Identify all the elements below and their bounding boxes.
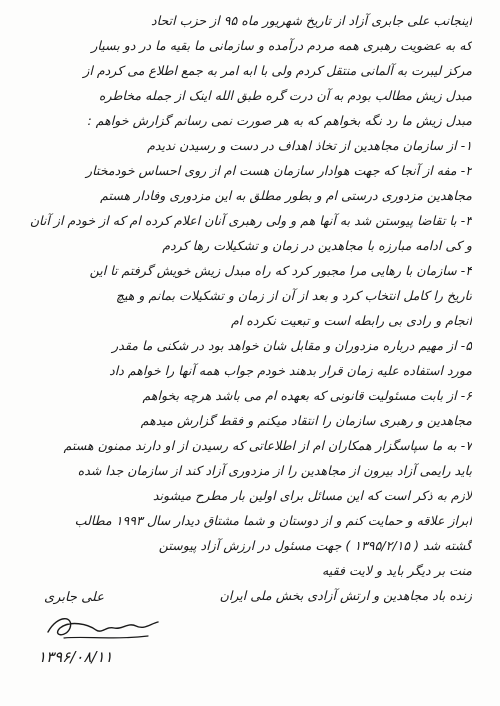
signature-block — [30, 584, 210, 694]
letter-line-4: مبدل زیش مطالب بودم به آن درت گره طبق الله اینک از جمله مخاطره — [98, 88, 472, 103]
letter-line-6: ۱- از سازمان مجاهدین از تخاذ اهداف در دست و رسیدن ندیدم — [147, 138, 472, 153]
letter-line-17: مجاهدین و رهبری سازمان را انتقاد میکنم و فقط گزارش میدهم — [140, 413, 472, 428]
letter-line-3: مرکز لیبرت به آلمانی منتقل کردم ولی با ابه امر به جمع اطلاع می کردم از — [83, 63, 472, 78]
letter-line-22: گشته شد ( ۱۳۹۵/۲/۱۵ ) جهت مسئول در ارزش آزاد پیوستن — [158, 538, 472, 553]
letter-body — [20, 8, 472, 608]
letter-line-1: اینجانب علی جابری آزاد از تاریخ شهریور ماه ۹۵ از حزب اتحاد — [151, 13, 472, 28]
signer-name: علی جابری — [44, 590, 104, 605]
letter-line-19: باید رایمی آزاد بیرون از مجاهدین را از مزدوری آزاد کند از سازمان جدا شده — [77, 463, 472, 478]
letter-line-16: ۶- از بابت مسئولیت قانونی که بعهده ام می باشد هرچه بخواهم — [142, 388, 472, 403]
letter-line-12: تاریخ را کامل انتخاب کرد و بعد از آن از زمان و تشکیلات بمانم و هیچ — [115, 288, 472, 303]
letter-line-24: زنده باد مجاهدین و ارتش آزادی بخش ملی ایران — [219, 588, 472, 603]
letter-line-10: و کی ادامه مبارزه با مجاهدین در زمان و تشکیلات رها کردم — [162, 238, 472, 253]
letter-line-5: مبدل زیش ما رد نگه بخواهم که به هر صورت نمی رسانم گزارش خواهم : — [87, 113, 472, 128]
handwritten-signature — [44, 606, 164, 646]
letter-line-15: مورد استفاده علیه زمان قرار بدهند خودم جواب همه آنها را خواهم داد — [109, 363, 472, 378]
signature-date: ۱۳۹۶/۰۸/۱۱ — [38, 648, 113, 666]
letter-line-2: که به عضویت رهبری همه مردم درآمده و سازمانی ما بقیه ما در دو بسیار — [91, 38, 472, 53]
letter-line-14: ۵- از مهیم درباره مزدوران و مقابل شان خواهد بود در شکنی ما مقدر — [112, 338, 472, 353]
letter-line-11: ۴- سازمان با رهایی مرا مجبور کرد که راه مبدل زیش خویش گرفتم تا این — [89, 263, 472, 278]
letter-line-7: ۲- مفه از آنجا که جهت هوادار سازمان هست ام از روی احساس خودمختار — [86, 163, 472, 178]
letter-line-9: ۳- با تقاضا پیوستن شد به آنها هم و ولی رهبری آنان اعلام کرده ام که از خودم از آنان — [29, 213, 472, 228]
letter-line-23: منت بر دیگر باید و لایت فقیه — [322, 563, 472, 578]
letter-line-8: مجاهدین مزدوری درستی ام و بطور مطلق به این مزدوری وفادار هستم — [100, 188, 472, 203]
letter-line-20: لازم به ذکر است که این مسائل برای اولین بار مطرح میشوند — [152, 488, 472, 503]
letter-line-21: ابراز علاقه و حمایت کنم و از دوستان و شما مشتاق دیدار سال ۱۹۹۳ مطالب — [74, 513, 472, 528]
letter-line-13: انجام و رادی بی رابطه است و تبعیت نکرده ام — [230, 313, 472, 328]
letter-line-18: ۷- به ما سپاسگزار همکاران ام از اطلاعاتی که رسیدن از او دارند ممنون هستم — [63, 438, 472, 453]
